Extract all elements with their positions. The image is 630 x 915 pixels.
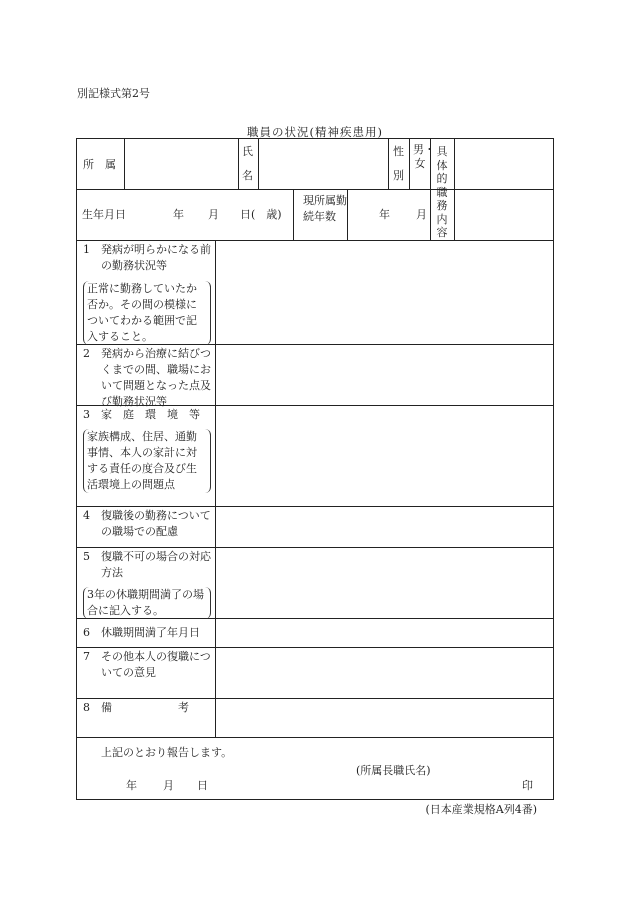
item-7-number: 7 [83,650,90,663]
item-6-number: 6 [83,626,90,639]
item-1-label: 発病が明らかになる前の勤務状況等 [101,243,211,272]
report-statement: 上記のとおり報告します。 [101,746,233,759]
name-label-top: 氏 [242,145,253,158]
item-7-label: その他本人の復職についての意見 [101,650,211,679]
item-4-label: 復職後の勤務についての職場での配慮 [101,509,211,538]
item-3-label: 家 庭 環 境 等 [101,408,200,421]
paper-size-note: (日本産業規格A列4番) [425,803,537,816]
item-8-number: 8 [83,701,90,714]
item-8-label: 備 考 [101,701,189,714]
tenure-label: 現所属勤続年数 [303,194,347,223]
form-title: 職員の状況(精神疾患用) [247,125,383,139]
item-5-label: 復職不可の場合の対応方法 [101,550,211,579]
birth-month-unit: 月 [208,208,219,221]
item-3-number: 3 [83,408,90,421]
item-1-note: 正常に勤務していたか否か。その間の模様についてわかる範囲で記入すること。 [83,281,211,345]
seal-mark: 印 [522,779,533,792]
sex-label-top: 性 [393,145,404,158]
report-form [76,138,554,800]
tenure-month-unit: 月 [416,208,427,221]
birth-date-label: 生年月日 [82,208,126,221]
item-2-label: 発病から治療に結びつくまでの間、職場において問題となった点及び勤務状況等 [101,347,211,408]
form-id: 別記様式第2号 [77,87,150,100]
duties-label: 具体的職務内容 [436,145,448,239]
report-date-month: 月 [163,779,174,792]
report-date-year: 年 [126,779,137,792]
affiliation-label: 所 属 [83,158,116,171]
item-2-number: 2 [83,347,90,360]
report-date-day: 日 [197,779,208,792]
item-4-number: 4 [83,509,90,522]
item-5-note: 3年の休職期間満了の場合に記入する。 [83,587,211,619]
name-label-bottom: 名 [242,169,253,182]
signer-label: (所属長職氏名) [356,764,431,777]
item-6-label: 休職期間満了年月日 [101,626,200,639]
birth-day-age-unit: 日( 歳) [240,208,282,221]
sex-options: 男・女 [413,143,435,170]
tenure-year-unit: 年 [379,208,390,221]
item-1-number: 1 [83,243,90,256]
sex-label-bottom: 別 [393,169,404,182]
birth-year-unit: 年 [173,208,184,221]
item-3-note: 家族構成、住居、通勤事情、本人の家計に対する責任の度合及び生活環境上の問題点 [83,429,211,493]
item-5-number: 5 [83,550,90,563]
